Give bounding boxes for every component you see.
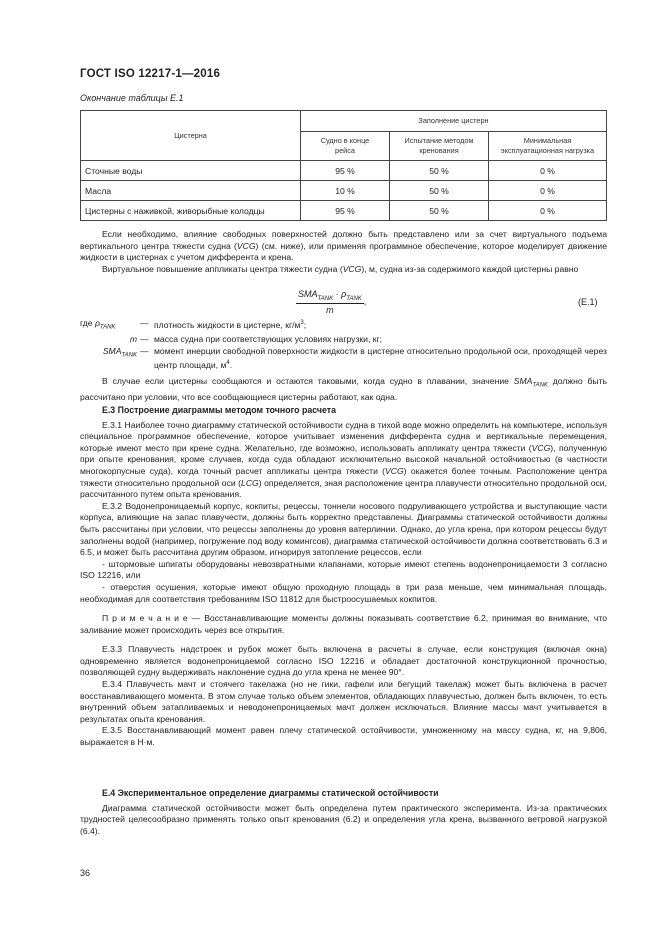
paragraph-free-surface: Если необходимо, влияние свободных поверхностей должно быть представлено или за счет виртуального подъема вертикального центра тяжести судна (VCG) (см. ниже), или применяя программное обеспечение, которое моделирует движение жидкости в цистернах с учетом дифферента и крена. Виртуальное повышение аппликаты центра тяжести судна (VCG), м, судна из-за содержимого каждой цистерны равно: [80, 229, 607, 274]
formula-number: (Е.1): [578, 297, 598, 307]
col-header-tank: Цистерна: [81, 111, 301, 161]
legend-symbol-m: m: [129, 334, 137, 345]
row-name: Цистерны с наживкой, живорыбные колодцы: [81, 201, 301, 221]
section-e3: [80, 405, 607, 749]
legend-symbol-rho: где $\rho_{TANK}$: [80, 318, 116, 331]
formula-e1: $\frac{SMA_{TANK} \cdot \rho_{TANK}}{m}$ ,: [298, 289, 367, 315]
section-e4: [80, 788, 607, 837]
legend-dash: —: [140, 318, 149, 328]
table-row: [81, 181, 607, 201]
paragraph-e3-2: Е.3.2 Водонепроницаемый корпус, кокпиты, рецессы, тоннели носового подруливающего устройства и выступающие части корпуса, влияющие на запас плавучести, должны быть корректно представлены. Диаграммы статической остойчивости должны быть рассчитаны при условии, что рецессы заполнены до уровня ватерлинии. Однако, до угла крена, при котором рецессы будут заполнены водой (например, погружение под воду комингсов), диаграмма статической остойчивости должна соответствовать 6.3 и 6.5, и может быть рассчитана другим образом, игнорируя затопление рецессов, если: [80, 500, 607, 558]
cell-end-voyage: 10 %: [301, 181, 390, 201]
bullet-drains: - отверстия осушения, которые имеют общую проходную площадь в три раза меньше, чем минимальная площадь, необходимая для соответствия требованиям ISO 11812 для быстроосушаемых кокпитов.: [80, 581, 607, 604]
paragraph-e4-1: Диаграмма статической остойчивости может быть определена путем практического эксперимента. Из-за практических трудностей целесообразно применять только опыт кренования (6.2) и определения угла крена, вызванного ветровой нагрузкой (6.4).: [80, 802, 607, 836]
table-caption: Окончание таблицы Е.1: [80, 93, 184, 103]
document-header-title: ГОСТ ISO 12217-1—2016: [80, 68, 221, 80]
legend-symbol-sma: $SMA_{TANK}$: [102, 345, 137, 359]
cell-end-voyage: 95 %: [301, 161, 390, 181]
cell-min-load: 0 %: [489, 181, 607, 201]
row-name: Масла: [81, 181, 301, 201]
legend-dash: —: [140, 334, 149, 345]
paragraph-e3-3: Е.3.3 Плавучесть надстроек и рубок может быть включена в расчеты в случае, если конструкция (включая окна) одновременно является водонепроницаемой согласно ISO 12216 и обладает достаточной конструкционной прочностью, позволяющей судну выдерживать наклонение судна до угла крена не менее 90°.: [80, 644, 607, 678]
cell-end-voyage: 95 %: [301, 201, 390, 221]
paragraph-e3-5: Е.3.5 Восстанавливающий момент равен плечу статической остойчивости, умноженному на массу судна, кг, на 9,806, выражается в Н·м.: [80, 725, 607, 748]
table-row: [81, 161, 607, 181]
cell-min-load: 0 %: [489, 201, 607, 221]
note: П р и м е ч а н и е — Восстанавливающие моменты должны показывать соответствие 6.2, принимая во внимание, что заливание может происходить через все открытия.: [80, 613, 607, 635]
legend-text-m: масса судна при соответствующих условиях нагрузки, кг;: [154, 334, 383, 345]
paragraph-communicating-tanks: В случае если цистерны сообщаются и остаются таковыми, когда судно в плавании, значение $SMA_{TANK}$ должно быть рассчитано при условии, что все сообщающиеся цистерны работают, как одна.: [80, 376, 607, 403]
section-heading-e3: Е.3 Построение диаграммы методом точного расчета: [102, 405, 336, 415]
tank-filling-table: [80, 110, 607, 221]
col-header-inclining-test: Испытание методом кренования: [390, 132, 489, 161]
legend-dash: —: [140, 345, 149, 356]
section-heading-e4: Е.4 Экспериментальное определение диаграммы статической остойчивости: [102, 788, 439, 798]
bullet-scuppers: - штормовые шпигаты оборудованы невозвратными клапанами, которые имеют степень водонепроницаемости 3 согласно ISO 12216, или: [80, 558, 607, 581]
cell-inclining-test: 50 %: [390, 201, 489, 221]
paragraph-e3-1: Е.3.1 Наиболее точно диаграмму статической остойчивости судна в тихой воде можно определить на компьютере, используя специальное программное обеспечение, которое учитывает изменения дифферента судна и вертикальные перемещения, которые имеют место при крене судна. Желательно, где возможно, использовать аппликату центра тяжести (VCG), полученную при опыте кренования, кроме случаев, когда суда обладают исключительно высокой начальной остойчивостью (в частности многокорпусные суда), когда точный расчет аппликаты центра тяжести (VCG) окажется более точным. Расположение центра тяжести относительно продольной оси (LCG) определяется, зная расположение центра плавучести относительно продольной оси, рассчитанного путем опыта кренования.: [80, 419, 608, 500]
cell-min-load: 0 %: [489, 161, 607, 181]
cell-inclining-test: 50 %: [390, 161, 489, 181]
col-header-min-load: Минимальная эксплуатационная нагрузка: [489, 132, 607, 161]
page-number: 36: [80, 868, 91, 878]
legend-text-sma: момент инерции свободной поверхности жидкости в цистерне относительно продольной оси, проходящей через центр площади, $м^4$.: [154, 345, 607, 370]
paragraph-e3-4: Е.3.4 Плавучесть мачт и стоячего такелажа (но не гики, гафели или бегущий такелаж) может быть включена в расчет восстанавливающего момента. В этом случае только объем элементов, обладающих плавучестью, должен быть включен, то есть внутренний объем затапливаемых и неводонепроницаемых мачт должен исключаться. Влияние массы мачт учитывается в результатах опыта кренования.: [80, 679, 607, 724]
col-header-group: Заполнение цистерн: [301, 111, 607, 132]
legend-text-rho: плотность жидкости в цистерне, $кг/м^3$;: [154, 319, 307, 330]
col-header-end-voyage: Судно в конце рейса: [301, 132, 390, 161]
formula-legend: [80, 318, 607, 371]
table-row: [81, 201, 607, 221]
cell-inclining-test: 50 %: [390, 181, 489, 201]
row-name: Сточные воды: [81, 161, 301, 181]
